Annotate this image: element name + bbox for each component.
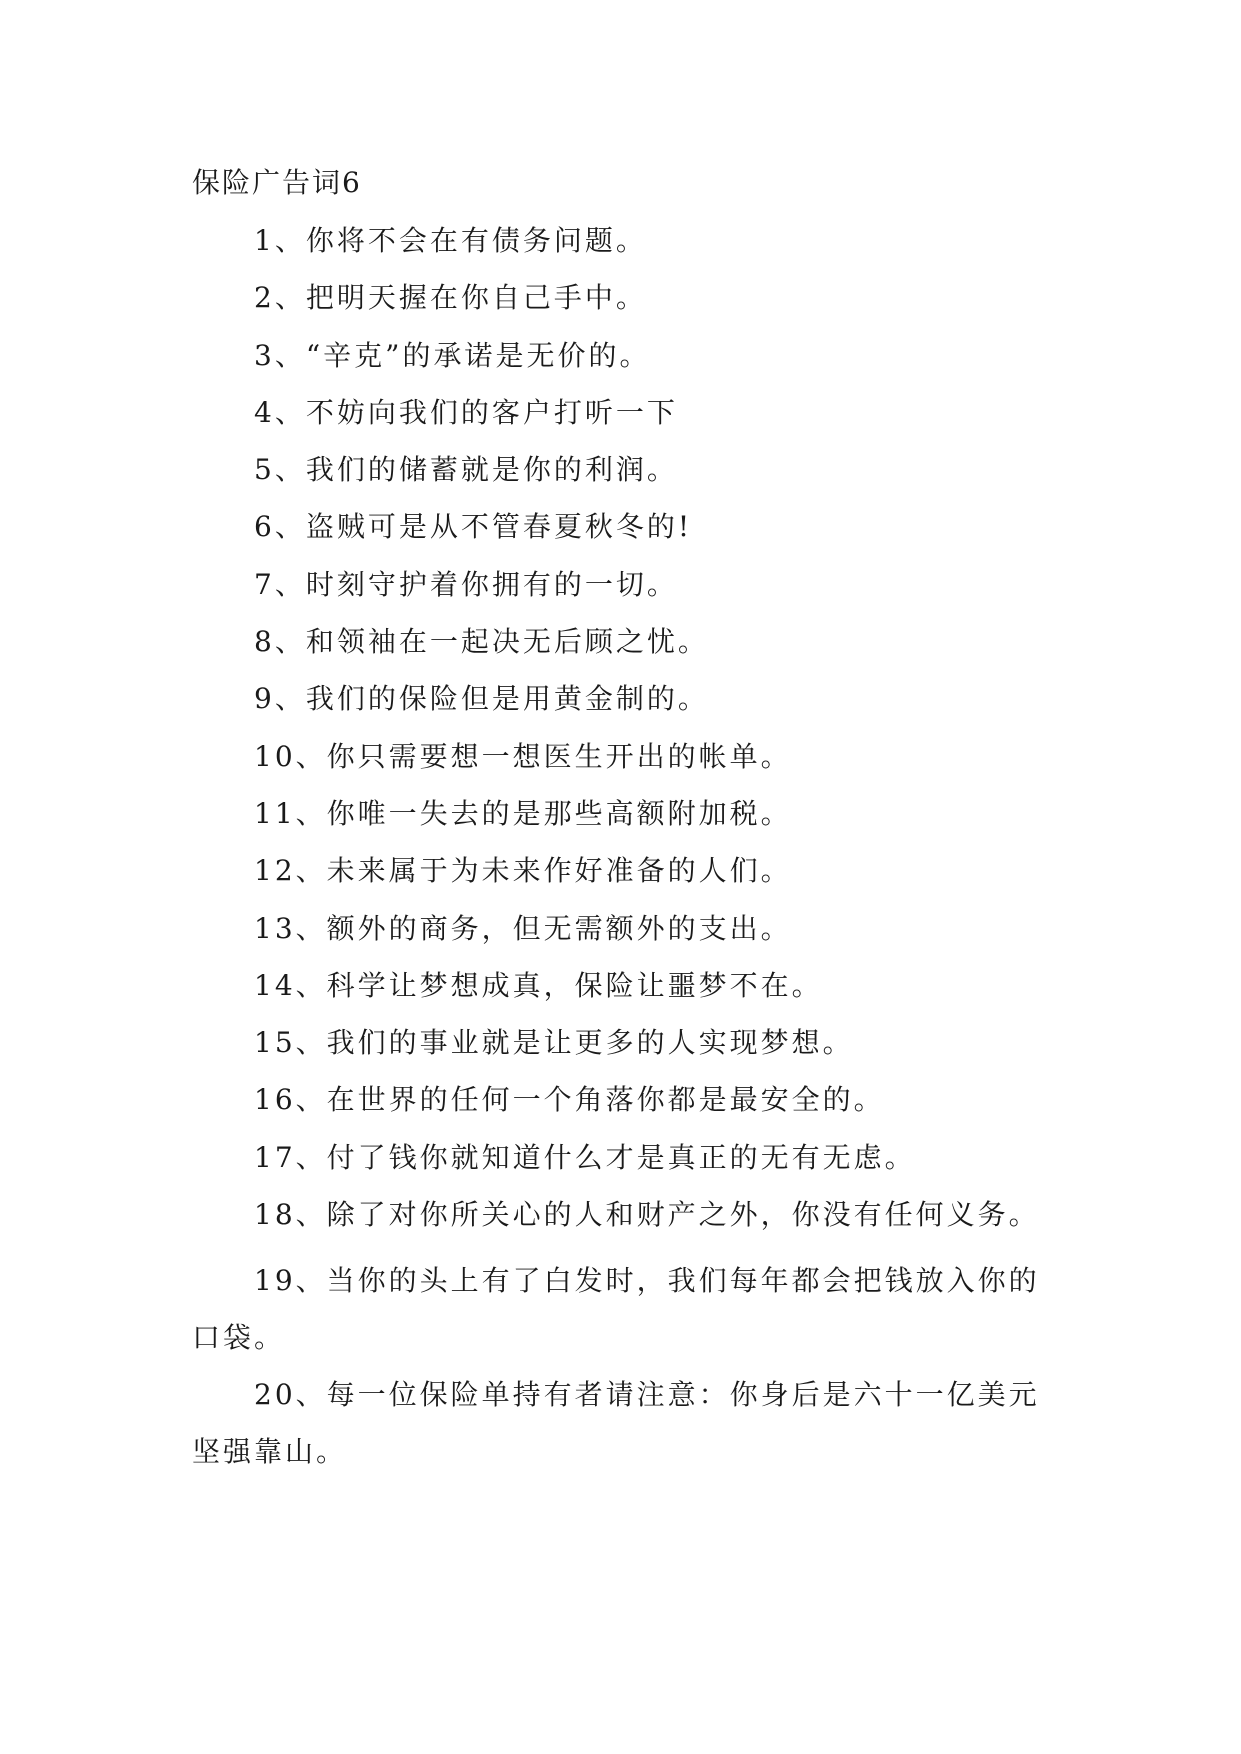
list-item: 2、把明天握在你自己手中。 — [254, 281, 647, 315]
document-title: 保险广告词6 — [192, 166, 362, 199]
list-item: 12、未来属于为未来作好准备的人们。 — [254, 854, 792, 888]
list-item: 11、你唯一失去的是那些高额附加税。 — [254, 796, 792, 830]
list-item: 3、“辛克”的承诺是无价的。 — [254, 338, 651, 372]
list-item: 4、不妨向我们的客户打听一下 — [254, 395, 678, 429]
list-item: 7、时刻守护着你拥有的一切。 — [254, 567, 678, 601]
list-item: 17、付了钱你就知道什么才是真正的无有无虑。 — [254, 1140, 916, 1174]
list-item: 13、额外的商务，但无需额外的支出。 — [254, 911, 792, 945]
list-item: 9、我们的保险但是用黄金制的。 — [254, 682, 709, 716]
list-item: 14、科学让梦想成真，保险让噩梦不在。 — [254, 968, 823, 1002]
document-page — [192, 163, 1052, 1480]
slogan-list — [192, 221, 1052, 1480]
list-item: 8、和领袖在一起决无后顾之忧。 — [254, 625, 709, 659]
list-item: 18、除了对你所关心的人和财产之外，你没有任何义务。 — [254, 1198, 1040, 1232]
list-item: 6、盗贼可是从不管春夏秋冬的! — [254, 510, 693, 544]
list-item: 1、你将不会在有债务问题。 — [254, 224, 647, 257]
list-item: 10、你只需要想一想医生开出的帐单。 — [254, 739, 792, 773]
list-item: 15、我们的事业就是让更多的人实现梦想。 — [254, 1026, 854, 1060]
list-item: 5、我们的储蓄就是你的利润。 — [254, 453, 678, 487]
list-item: 20、每一位保险单持有者请注意：你身后是六十一亿美元坚强靠山。 — [192, 1378, 1040, 1469]
list-item: 19、当你的头上有了白发时，我们每年都会把钱放入你的口袋。 — [192, 1264, 1040, 1355]
list-item: 16、在世界的任何一个角落你都是最安全的。 — [254, 1083, 885, 1117]
